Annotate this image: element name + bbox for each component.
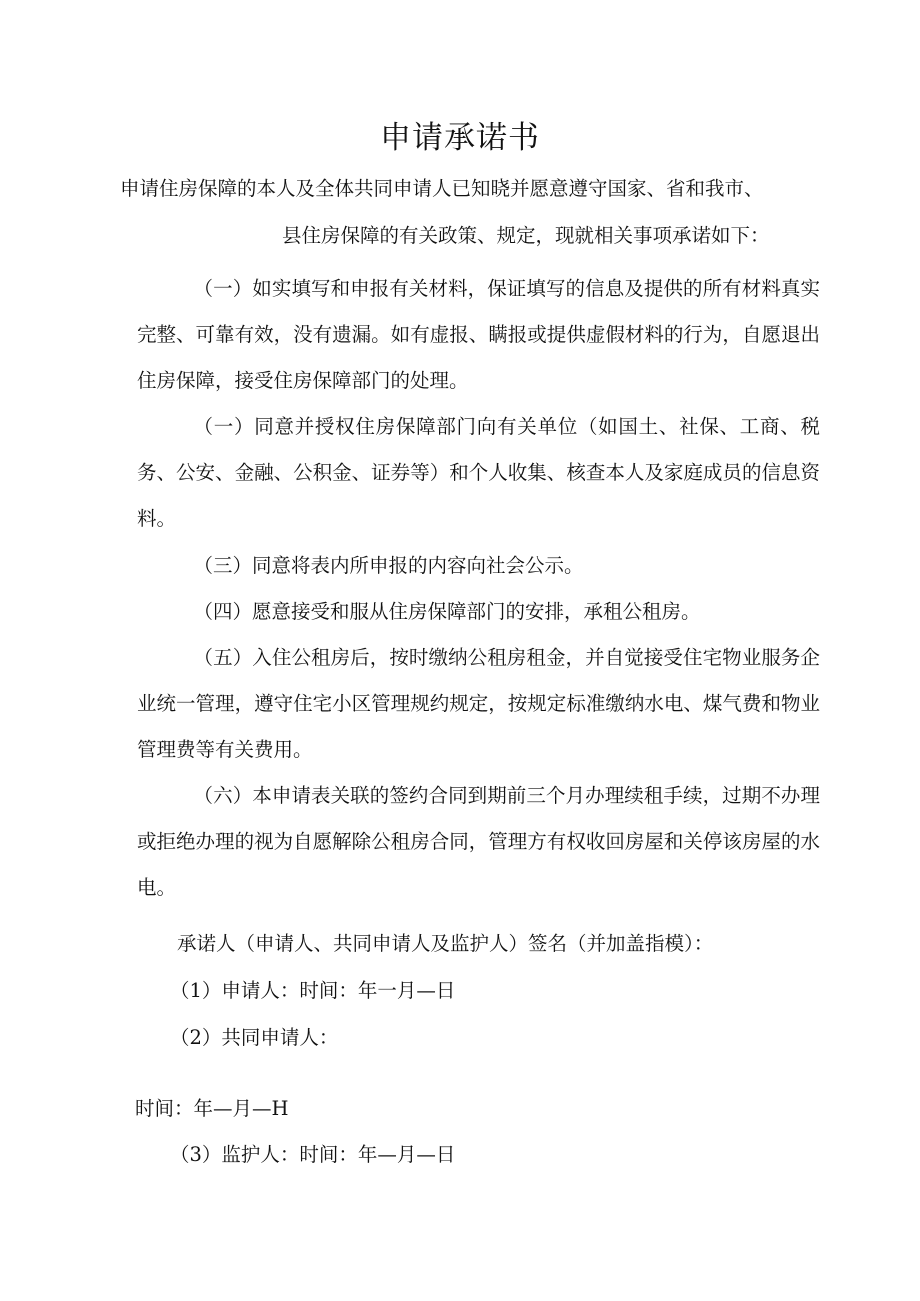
signature-heading: 承诺人（申请人、共同申请人及监护人）签名（并加盖指模）： bbox=[177, 932, 714, 955]
co-applicant-signature-line: （2）共同申请人： bbox=[170, 1026, 339, 1049]
clause-3: （三）同意将表内所申报的内容向社会公示。 bbox=[193, 554, 584, 577]
clause-4: （四）愿意接受和服从住房保障部门的安排，承租公租房。 bbox=[193, 600, 701, 623]
intro-line-2: 县住房保障的有关政策、规定，现就相关事项承诺如下： bbox=[282, 224, 770, 247]
intro-line-1: 申请住房保障的本人及全体共同申请人已知晓并愿意遵守国家、省和我市、 bbox=[120, 177, 764, 200]
co-applicant-time-line: 时间：年—月—H bbox=[135, 1097, 289, 1120]
applicant-signature-line: （1）申请人：时间：年一月—日 bbox=[170, 979, 456, 1002]
guardian-signature-line: （3）监护人：时间：年—月—日 bbox=[170, 1143, 456, 1166]
clause-6: （六）本申请表关联的签约合同到期前三个月办理续租手续，过期不办理或拒绝办理的视为自愿解除公租房合同，管理方有权收回房屋和关停该房屋的水电。 bbox=[137, 784, 820, 899]
document-title: 申请承诺书 bbox=[380, 120, 540, 156]
clause-5: （五）入住公租房后，按时缴纳公租房租金，并自觉接受住宅物业服务企业统一管理，遵守住宅小区管理规约规定，按规定标准缴纳水电、煤气费和物业管理费等有关费用。 bbox=[137, 646, 820, 761]
clause-1: （一）如实填写和申报有关材料，保证填写的信息及提供的所有材料真实完整、可靠有效，没有遗漏。如有虚报、瞒报或提供虚假材料的行为，自愿退出住房保障，接受住房保障部门的处理。 bbox=[137, 277, 820, 392]
clause-2: （一）同意并授权住房保障部门向有关单位（如国土、社保、工商、税务、公安、金融、公积金、证券等）和个人收集、核查本人及家庭成员的信息资料。 bbox=[137, 415, 820, 530]
